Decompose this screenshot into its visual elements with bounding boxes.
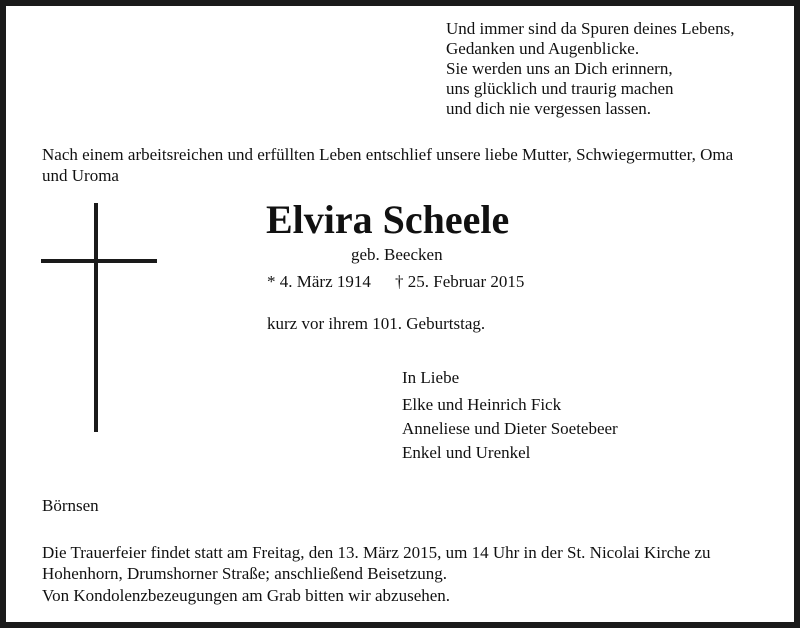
condolence-note: Von Kondolenzbezeugungen am Grab bitten wir abzusehen. bbox=[42, 586, 451, 605]
age-note: kurz vor ihrem 101. Geburtstag. bbox=[267, 314, 486, 333]
location: Börnsen bbox=[42, 496, 99, 515]
mourner-name: Anneliese und Dieter Soetebeer bbox=[402, 419, 618, 438]
death-date: † 25. Februar 2015 bbox=[395, 272, 525, 291]
mourner-name: Elke und Heinrich Fick bbox=[402, 395, 562, 414]
poem-line: Gedanken und Augenblicke. bbox=[446, 39, 640, 58]
poem bbox=[446, 19, 734, 119]
poem-line: und dich nie vergessen lassen. bbox=[446, 99, 652, 118]
cross-icon bbox=[94, 203, 98, 432]
birth-date: * 4. März 1914 bbox=[267, 272, 371, 291]
intro-text: Nach einem arbeitsreichen und erfüllten Leben entschlief unsere liebe Mutter, Schwiegermutter, Oma und Uroma bbox=[42, 145, 734, 185]
mourners bbox=[402, 366, 618, 465]
cross-icon-bar bbox=[41, 259, 157, 263]
mourners-heading: In Liebe bbox=[402, 368, 460, 387]
poem-line: Und immer sind da Spuren deines Lebens, bbox=[446, 19, 735, 38]
poem-line: Sie werden uns an Dich erinnern, bbox=[446, 59, 673, 78]
maiden-name: geb. Beecken bbox=[351, 245, 443, 264]
poem-line: uns glücklich und traurig machen bbox=[446, 79, 674, 98]
mourner-name: Enkel und Urenkel bbox=[402, 443, 531, 462]
deceased-name: Elvira Scheele bbox=[266, 197, 510, 242]
funeral-info: Die Trauerfeier findet statt am Freitag, den 13. März 2015, um 14 Uhr in der St. Nicolai Kirche zu Hohenhorn, Drumshorner Straße; anschließend Beisetzung. bbox=[42, 543, 711, 583]
